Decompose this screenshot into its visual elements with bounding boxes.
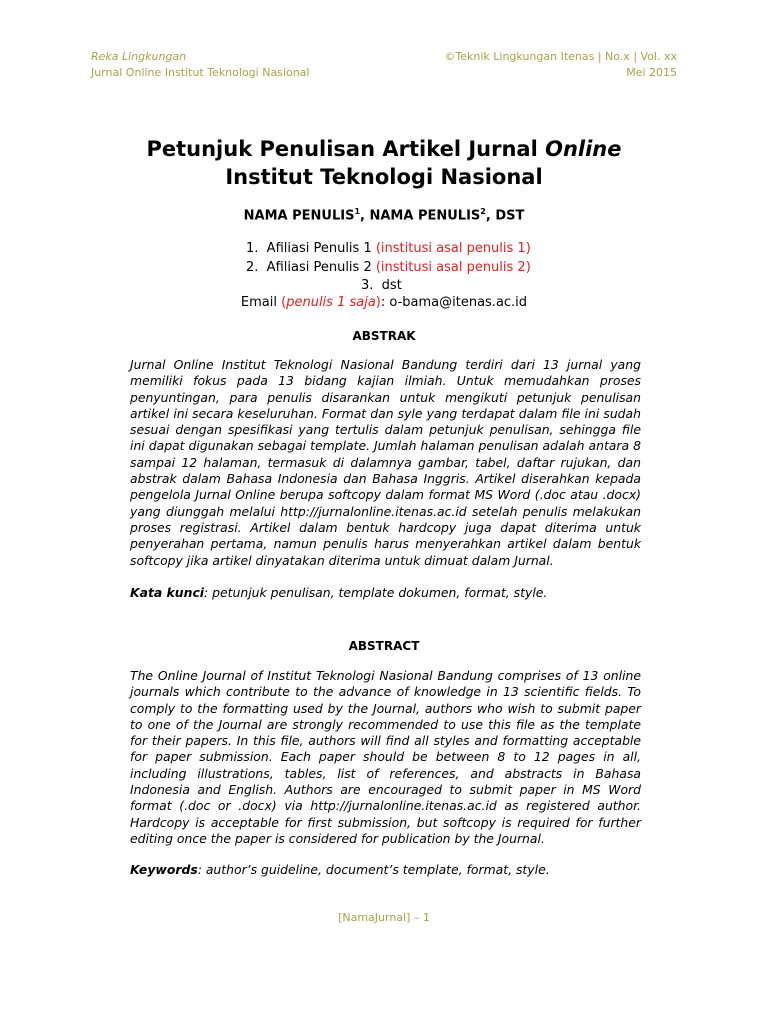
- title-line-1: [0, 135, 768, 163]
- affiliation-1: [246, 239, 531, 258]
- affiliation-number: 1.: [246, 241, 259, 256]
- abstract-heading: ABSTRACT: [348, 639, 420, 653]
- author-2: NAMA PENULIS: [369, 208, 481, 224]
- running-header-right: [444, 49, 677, 81]
- author-suffix: , DST: [485, 208, 525, 224]
- email-address: : o-bama@itenas.ac.id: [380, 295, 528, 310]
- author-1: NAMA PENULIS: [243, 208, 355, 224]
- title-prefix: Petunjuk Penulisan Artikel Jurnal: [146, 137, 546, 161]
- title-italic-word: Online: [545, 137, 622, 161]
- affiliation-label: Afiliasi Penulis 1: [266, 241, 372, 256]
- page-footer: [NamaJurnal] – 1: [338, 911, 430, 924]
- email-note: penulis 1 saja: [286, 295, 376, 310]
- affiliation-number: 3.: [361, 278, 374, 293]
- abstrak-heading: ABSTRAK: [352, 329, 416, 343]
- affiliation-2: [246, 258, 531, 277]
- email-open-paren: (: [281, 295, 287, 310]
- author-line: [0, 207, 768, 223]
- abstract-body: The Online Journal of Institut Teknologi Nasional Bandung comprises of 13 online journals which contribute to the advance of knowledge in 13 scientific fields. To comply to the formatting used by the Journal, authors who wish to submit paper to one of the Journal are strongly recommended to use this file as the template for their papers. In this file, authors will find all styles and formatting acceptable for paper submission. Each paper should be between 8 to 12 pages in all, including illustrations, tables, list of references, and abstracts in Bahasa Indonesia and English. Authors are encouraged to submit paper in MS Word format (.doc or .docx) via http://jurnalonline.itenas.ac.id as registered author. Hardcopy is acceptable for first submission, but softcopy is required for further editing once the paper is considered for publication by the Journal.: [130, 668, 641, 846]
- kata-kunci-label: Kata kunci: [130, 585, 205, 600]
- abstrak-body: Jurnal Online Institut Teknologi Nasional Bandung terdiri dari 13 jurnal yang memiliki fokus pada 13 bidang kajian ilmiah. Untuk memudahkan proses penyuntingan, para penulis disarankan untuk mengikuti petunjuk penulisan artikel ini secara keseluruhan. Format dan syle yang terdapat dalam file ini sudah sesuai dengan spesifikasi yang tertulis dalam petunjuk penulisan, sehingga file ini dapat digunakan sebagai template. Jumlah halaman penulisan adalah antara 8 sampai 12 halaman, termasuk di dalamnya gambar, tabel, daftar rujukan, dan abstrak dalam Bahasa Indonesia dan Bahasa Inggris. Artikel diserahkan kepada pengelola Jurnal Online berupa softcopy dalam format MS Word (.doc atau .docx) yang diunggah melalui http://jurnalonline.itenas.ac.id setelah penulis melakukan proses registrasi. Artikel dalam bentuk hardcopy juga dapat diterima untuk penyerahan pertama, namun penulis harus menyerahkan artikel dalam bentuk softcopy jika artikel dinyatakan diterima untuk dimuat dalam Jurnal.: [130, 357, 641, 568]
- journal-name: Reka Lingkungan: [91, 50, 187, 63]
- keywords-label: Keywords: [130, 862, 198, 877]
- issue-date: Mei 2015: [626, 66, 677, 79]
- kata-kunci: [130, 585, 650, 601]
- email-close-paren: ): [375, 295, 381, 310]
- keywords-text: : author’s guideline, document’s template, format, style.: [197, 862, 550, 877]
- author-1-sup: 1: [354, 207, 361, 216]
- copyright-line: ©Teknik Lingkungan Itenas | No.x | Vol. xx: [444, 50, 677, 63]
- affiliation-label: dst: [381, 278, 402, 293]
- author-2-sup: 2: [480, 207, 486, 216]
- email-label: Email: [240, 295, 277, 310]
- title-line-2: Institut Teknologi Nasional: [225, 165, 543, 189]
- article-title: [0, 135, 768, 191]
- author-separator: ,: [360, 208, 370, 224]
- affiliation-label: Afiliasi Penulis 2: [266, 260, 372, 275]
- email-line: [0, 293, 768, 312]
- affiliation-note: (institusi asal penulis 2): [375, 260, 531, 275]
- keywords: [130, 862, 650, 878]
- affiliation-note: (institusi asal penulis 1): [375, 241, 531, 256]
- kata-kunci-text: : petunjuk penulisan, template dokumen, format, style.: [204, 585, 548, 600]
- affiliation-number: 2.: [246, 260, 259, 275]
- running-header-left: [91, 49, 309, 81]
- journal-full-name: Jurnal Online Institut Teknologi Nasional: [91, 66, 310, 79]
